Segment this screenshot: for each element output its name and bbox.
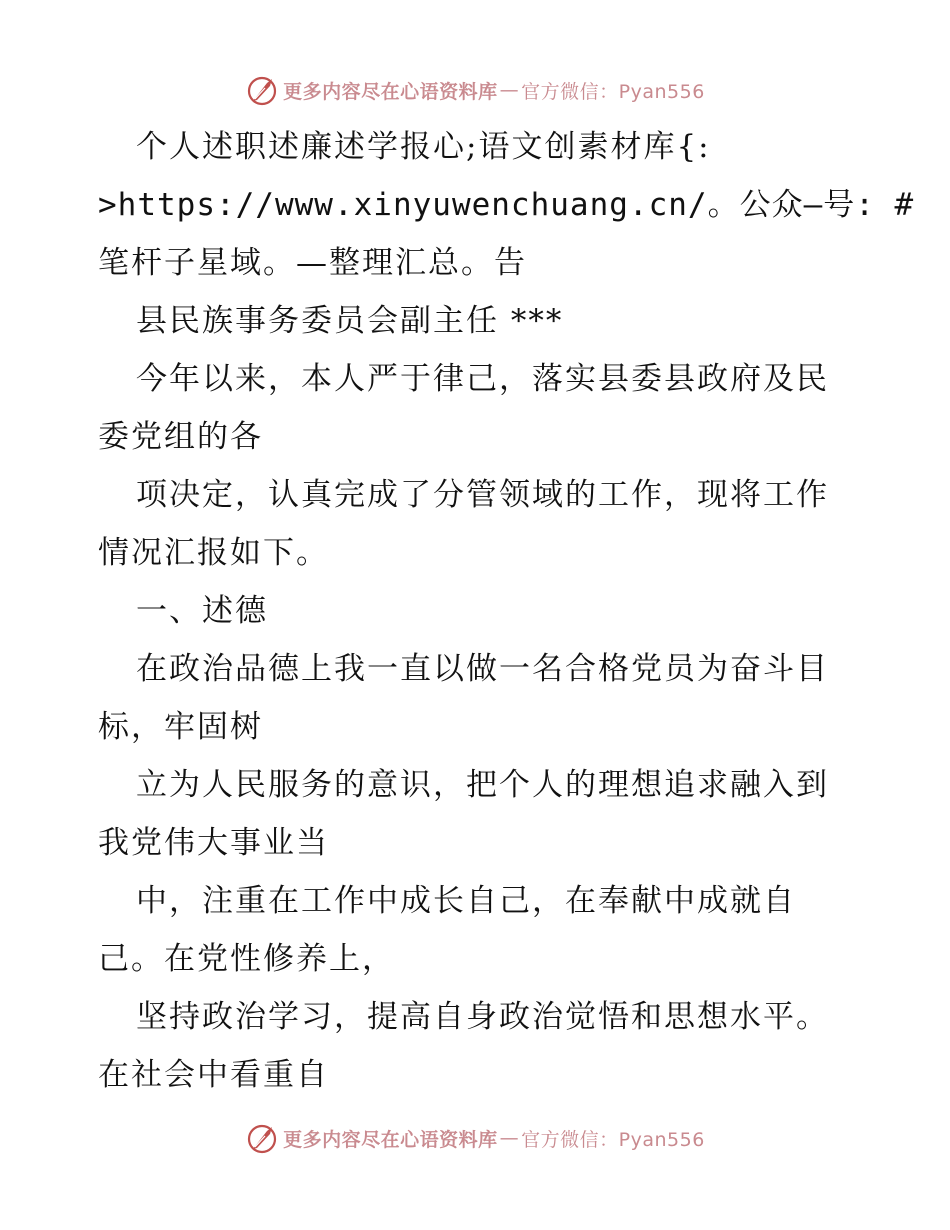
quill-pen-icon (245, 1121, 279, 1155)
text-line: 委党组的各 (98, 419, 263, 455)
text-line: 项决定，认真完成了分管领域的工作，现将工作 (136, 477, 829, 513)
text-line: 标，牢固树 (98, 709, 263, 745)
author-line: 县民族事务委员会副主任 *** (136, 303, 564, 339)
text-line: 在政治品德上我一直以做一名合格党员为奋斗目 (136, 651, 829, 687)
section-heading: 一、述德 (136, 593, 268, 629)
banner-text: 更多内容尽在心语资料库 (283, 80, 498, 103)
text-line: 在社会中看重自 (98, 1057, 329, 1093)
banner-separator: — (499, 79, 520, 101)
text-line: >https://www.xinyuwenchuang.cn/。公众—号: # (98, 187, 915, 223)
document-body (98, 118, 915, 1104)
text-line: 个人述职述廉述学报心;语文创素材库{: (136, 129, 711, 165)
text-line: 我党伟大事业当 (98, 825, 329, 861)
header-banner (0, 70, 950, 110)
banner-text: 更多内容尽在心语资料库 (283, 1128, 498, 1151)
text-line: 情况汇报如下。 (98, 535, 329, 571)
banner-separator: — (499, 1127, 520, 1149)
text-line: 中，注重在工作中成长自己，在奉献中成就自 (136, 883, 796, 919)
text-line: 今年以来，本人严于律己，落实县委县政府及民 (136, 361, 829, 397)
text-line: 立为人民服务的意识，把个人的理想追求融入到 (136, 767, 829, 803)
footer-banner (0, 1118, 950, 1158)
quill-pen-icon (245, 73, 279, 107)
text-line: 坚持政治学习，提高自身政治觉悟和思想水平。 (136, 999, 829, 1035)
banner-wechat: 官方微信：Pyan556 (521, 80, 705, 103)
banner-wechat: 官方微信：Pyan556 (521, 1128, 705, 1151)
text-line: 己。在党性修养上， (98, 941, 395, 977)
text-line: 笔杆子星域。—整理汇总。告 (98, 245, 527, 281)
